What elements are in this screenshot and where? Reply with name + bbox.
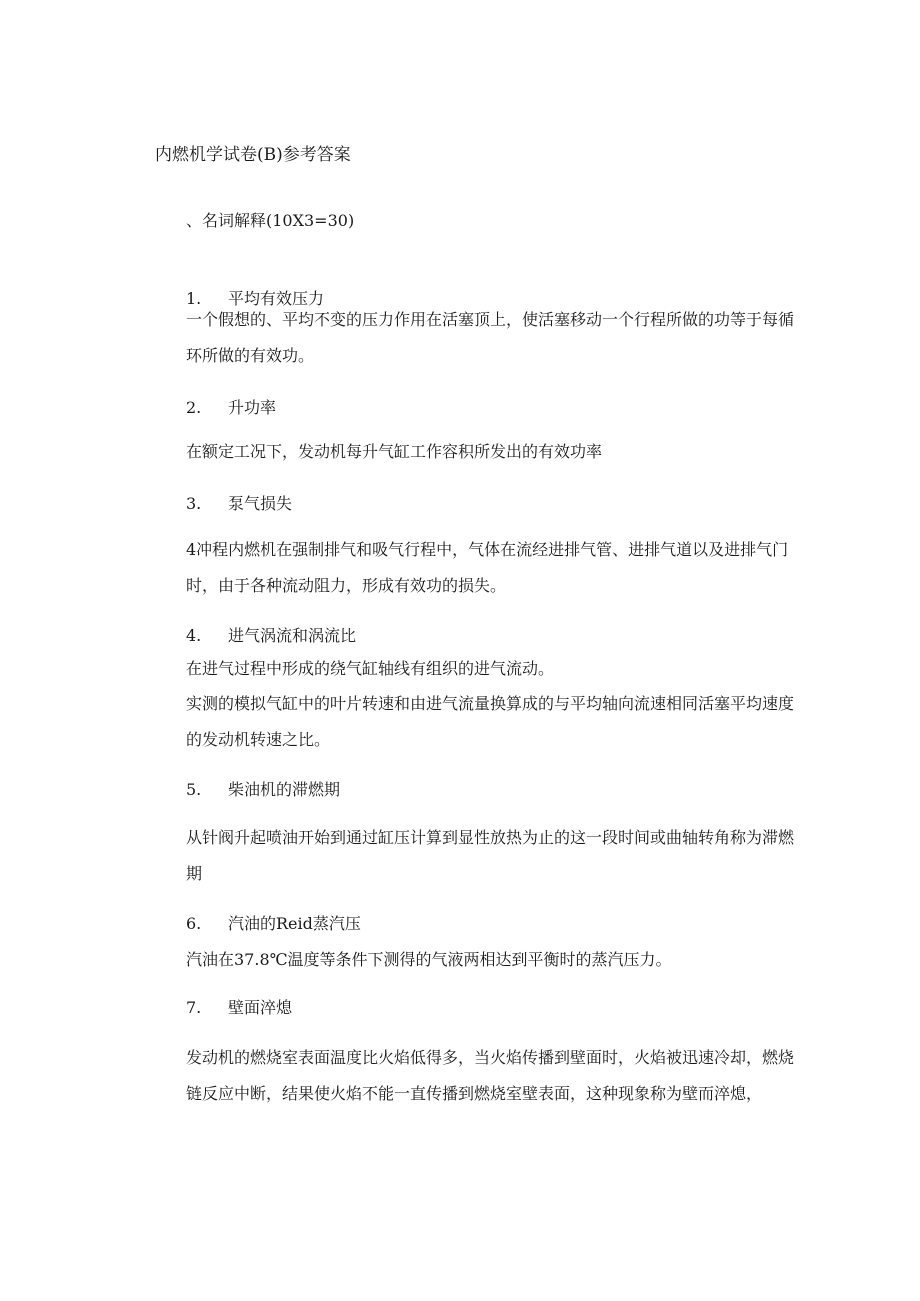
definition-4b: 实测的模拟气缸中的叶片转速和由进气流量换算成的与平均轴向流速相同活塞平均速度的发动机转速之比。 <box>186 694 795 749</box>
term-number: 2. <box>186 398 202 417</box>
term-number: 3. <box>186 494 202 513</box>
term-number: 6. <box>186 914 202 933</box>
definition-2: 在额定工况下，发动机每升气缸工作容积所发出的有效功率 <box>186 442 603 461</box>
term-3 <box>186 492 292 516</box>
definition-7: 发动机的燃烧室表面温度比火焰低得多，当火焰传播到壁面时，火焰被迅速冷却，燃烧链反应中断，结果使火焰不能一直传播到燃烧室壁表面，这种现象称为壁而淬熄， <box>186 1048 795 1103</box>
definition-4a: 在进气过程中形成的绕气缸轴线有组织的进气流动。 <box>186 659 555 678</box>
term-7 <box>186 996 292 1020</box>
term-label: 壁面淬熄 <box>228 998 293 1017</box>
term-5 <box>186 778 340 802</box>
term-label: 泵气损失 <box>228 494 293 513</box>
term-number: 1. <box>186 289 202 308</box>
definition-5: 从针阀升起喷油开始到通过缸压计算到显性放热为止的这一段时间或曲轴转角称为滞燃期 <box>186 828 795 883</box>
term-label: 平均有效压力 <box>228 289 325 308</box>
term-label: 升功率 <box>228 398 277 417</box>
term-label: 柴油机的滞燃期 <box>228 780 341 799</box>
definition-6: 汽油在37.8℃温度等条件下测得的气液两相达到平衡时的蒸汽压力。 <box>186 950 672 969</box>
section-heading: 、名词解释(10X3=30) <box>186 211 355 230</box>
definition-3: 4冲程内燃机在强制排气和吸气行程中，气体在流经进排气管、进排气道以及进排气门时，由于各种流动阻力，形成有效功的损失。 <box>186 540 789 595</box>
term-2 <box>186 396 276 420</box>
term-6 <box>186 912 361 936</box>
term-number: 7. <box>186 998 202 1017</box>
term-label: 汽油的Reid蒸汽压 <box>228 914 361 933</box>
term-4 <box>186 624 356 648</box>
term-label: 进气涡流和涡流比 <box>228 626 357 645</box>
term-number: 5. <box>186 780 202 799</box>
definition-1: 一个假想的、平均不变的压力作用在活塞顶上，使活塞移动一个行程所做的功等于每循环所做的有效功。 <box>186 310 795 365</box>
term-number: 4. <box>186 626 202 645</box>
document-title: 内燃机学试卷(B)参考答案 <box>155 145 351 165</box>
